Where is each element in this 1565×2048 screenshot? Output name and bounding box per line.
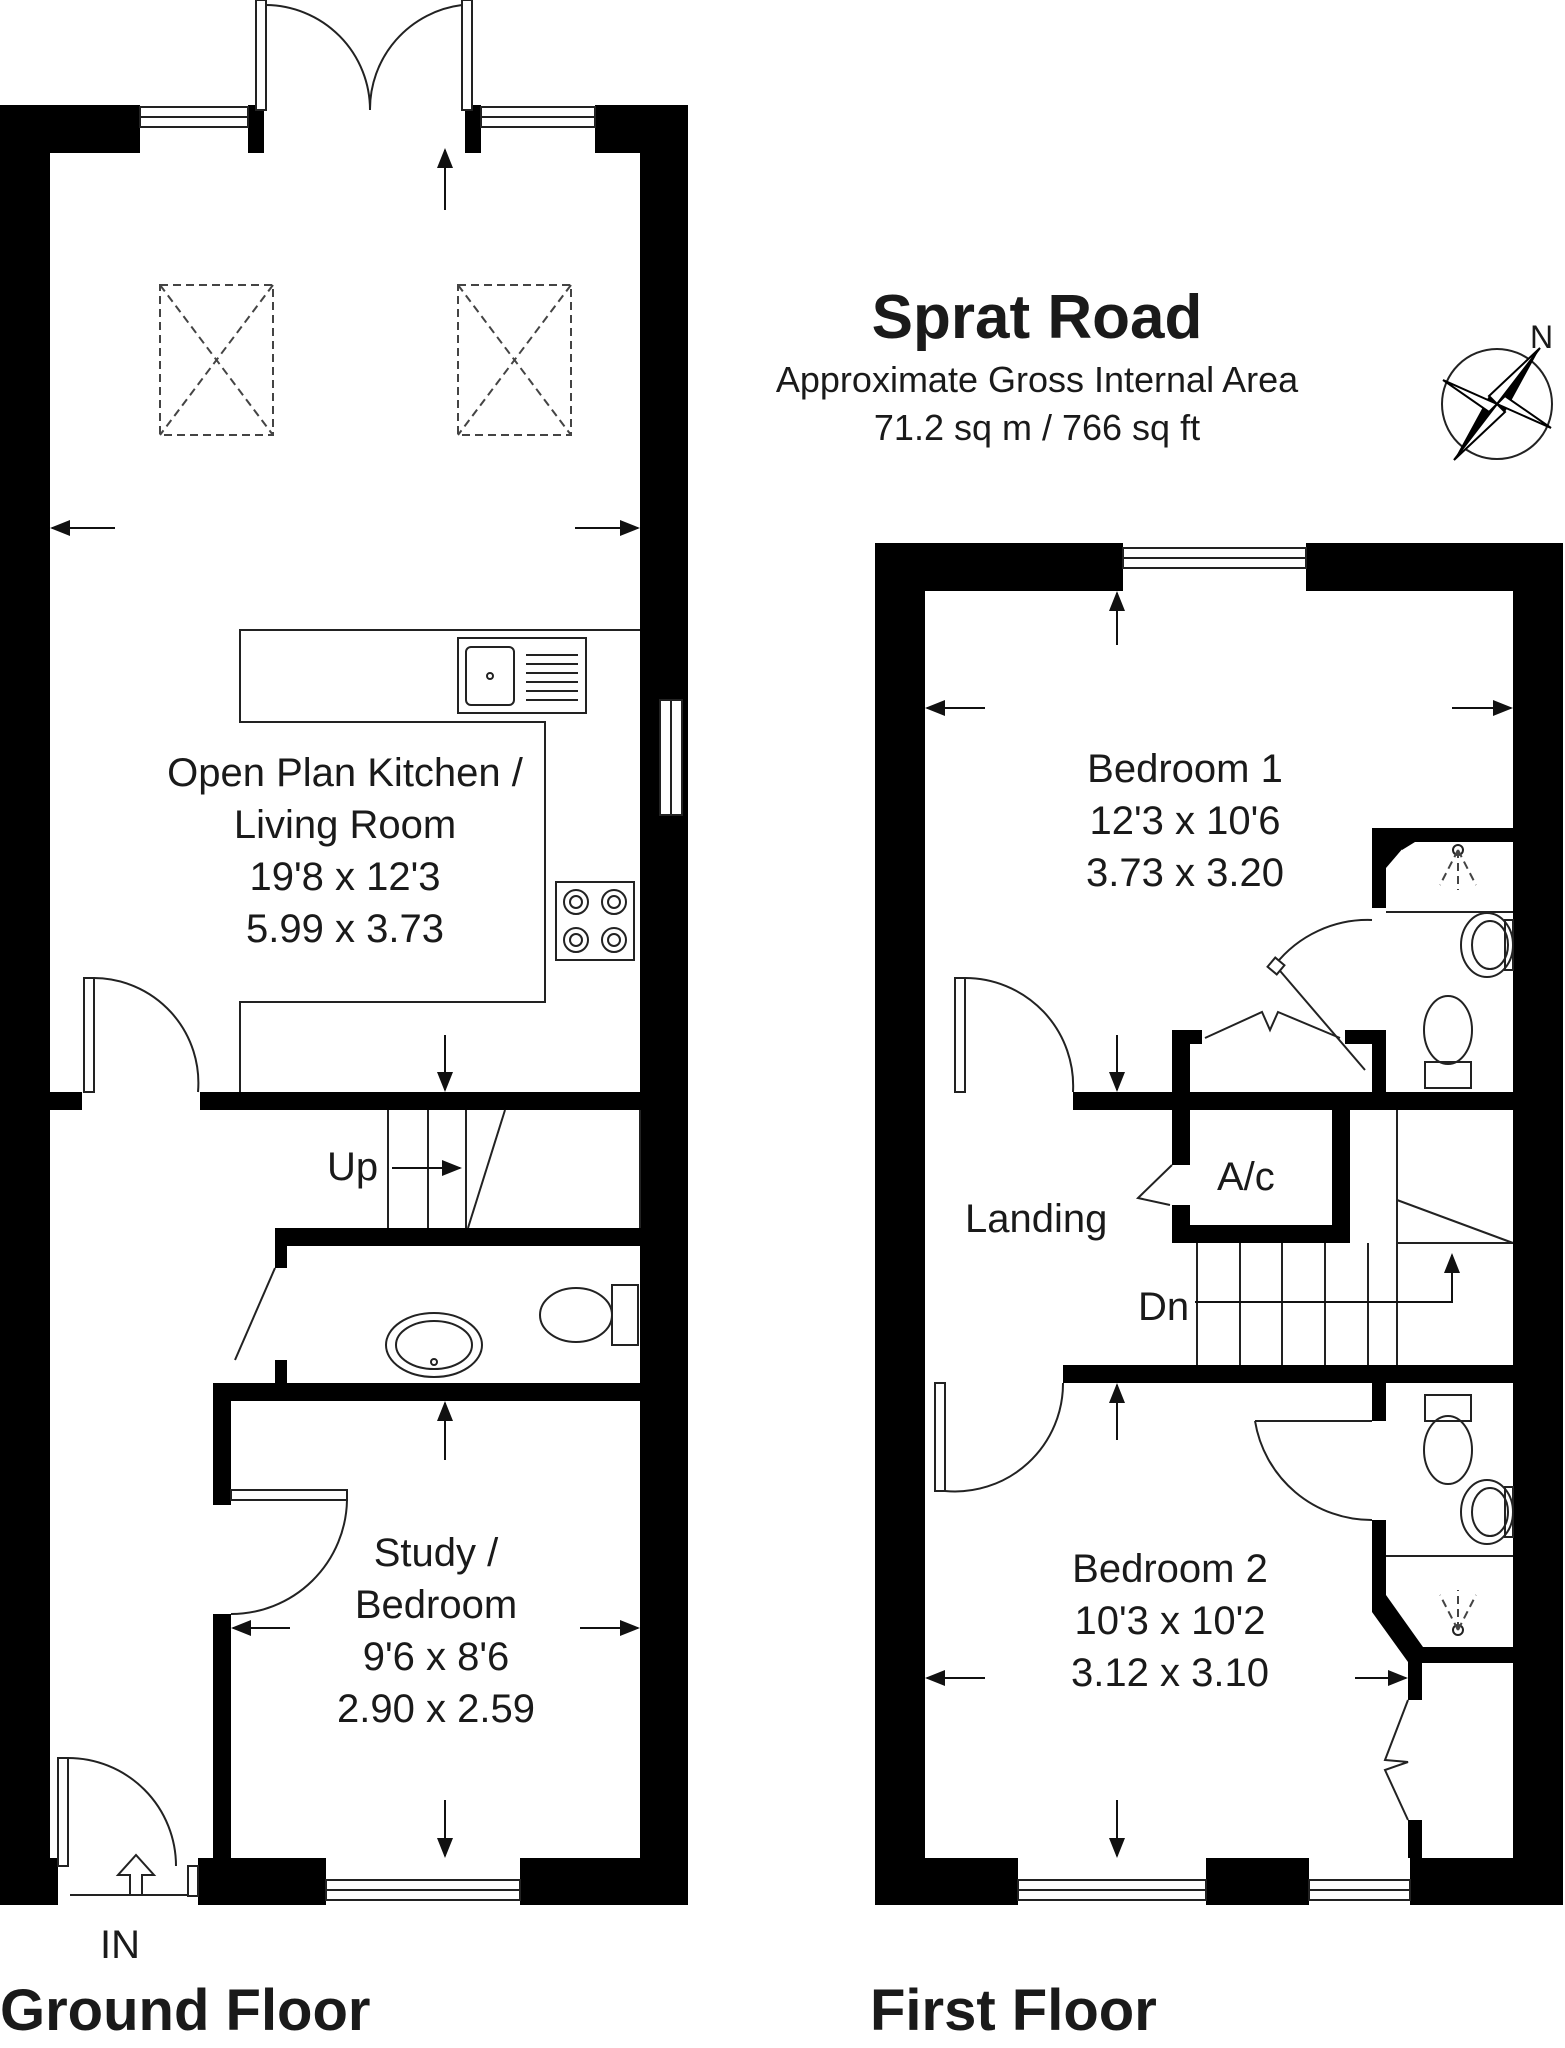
basin-icon-ensuite-1: [1461, 913, 1513, 977]
ground-stairs: [388, 1110, 640, 1228]
kitchen-metric: 5.99 x 3.73: [246, 907, 444, 951]
compass-icon: [1442, 319, 1553, 460]
basin-icon: [386, 1313, 482, 1377]
compass-north-label: N: [1530, 319, 1554, 355]
bedroom1-imperial: 12'3 x 10'6: [1089, 799, 1281, 843]
study-window: [326, 1880, 520, 1900]
area-line-2: 71.2 sq m / 766 sq ft: [873, 407, 1201, 448]
bedroom2-metric: 3.12 x 3.10: [1071, 1651, 1269, 1695]
study-name-1: Study /: [373, 1531, 499, 1575]
bedroom2-imperial: 10'3 x 10'2: [1074, 1599, 1266, 1643]
study-metric: 2.90 x 2.59: [337, 1687, 535, 1731]
toilet-icon: [540, 1285, 638, 1345]
basin-icon-ensuite-2: [1461, 1480, 1513, 1544]
french-doors: [256, 0, 472, 110]
first-floor-label: First Floor: [870, 1978, 1157, 2043]
rooflight-right: [458, 285, 571, 435]
title-block: [776, 283, 1299, 448]
toilet-icon-ensuite-1: [1424, 996, 1472, 1088]
ensuite-2-door: [1255, 1421, 1372, 1520]
study-imperial: 9'6 x 8'6: [362, 1635, 510, 1679]
area-line-1: Approximate Gross Internal Area: [775, 359, 1299, 400]
kitchen-imperial: 19'8 x 12'3: [249, 855, 441, 899]
wardrobe-doors-2: [1385, 1700, 1408, 1820]
rear-window-left: [140, 107, 248, 127]
side-window-kitchen: [660, 700, 682, 815]
kitchen-name-1: Open Plan Kitchen /: [167, 751, 523, 795]
ground-stairs-label: Up: [327, 1145, 379, 1189]
bedroom1-name: Bedroom 1: [1087, 747, 1283, 791]
bedroom2-window-left: [1018, 1880, 1206, 1900]
ground-floor-label: Ground Floor: [0, 1978, 371, 2043]
ensuite-1-door: [1268, 920, 1372, 1070]
kitchen-door: [84, 978, 198, 1092]
landing-label: Landing: [965, 1197, 1108, 1241]
bedroom1-metric: 3.73 x 3.20: [1086, 851, 1284, 895]
shower-icon-ensuite-1: [1440, 845, 1476, 890]
entrance-arrow-icon: [118, 1855, 154, 1895]
bedroom2-door: [935, 1383, 1063, 1491]
first-stairs-label: Dn: [1138, 1285, 1190, 1329]
toilet-icon-ensuite-2: [1424, 1395, 1472, 1484]
rooflight-left: [160, 285, 273, 435]
first-floor-plan: [870, 543, 1563, 2043]
bedroom1-door: [955, 978, 1073, 1092]
wc-door: [235, 1268, 275, 1360]
ground-floor-plan: [0, 0, 688, 2043]
study-door: [231, 1490, 347, 1614]
rear-window-right: [481, 107, 595, 127]
airing-cupboard-door: [1138, 1165, 1172, 1205]
hob-icon: [556, 882, 634, 960]
property-title: Sprat Road: [871, 283, 1203, 352]
entrance-label: IN: [100, 1923, 140, 1967]
airing-cupboard-label: A/c: [1217, 1155, 1275, 1199]
kitchen-name-2: Living Room: [233, 803, 457, 847]
shower-icon-ensuite-2: [1440, 1590, 1476, 1635]
bedroom2-window-right: [1309, 1880, 1410, 1900]
bedroom2-name: Bedroom 2: [1072, 1547, 1268, 1591]
bedroom1-window: [1123, 548, 1306, 568]
study-name-2: Bedroom: [354, 1583, 518, 1627]
